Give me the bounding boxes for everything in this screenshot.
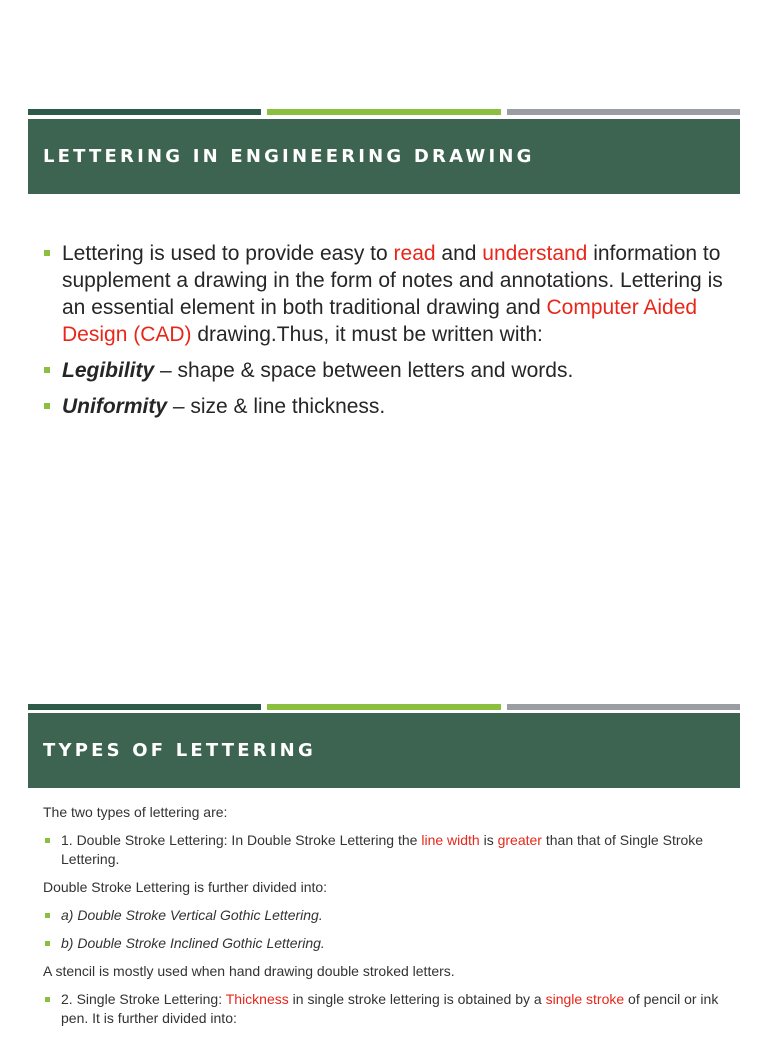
stripe-dark bbox=[28, 704, 261, 710]
bullet-square-icon bbox=[45, 941, 50, 946]
bullet-square-icon bbox=[44, 403, 50, 409]
slide-types-of-lettering bbox=[0, 700, 768, 1024]
highlight-thickness: Thickness bbox=[225, 991, 289, 1007]
header-stripes bbox=[28, 109, 740, 115]
bullet-text: in single stroke lettering is obtained by a bbox=[288, 991, 546, 1007]
bullet-square-icon bbox=[45, 913, 50, 918]
highlight-single-stroke: single stroke bbox=[545, 991, 625, 1007]
slide-title: LETTERING IN ENGINEERING DRAWING bbox=[43, 146, 535, 167]
highlight-line-width: line width bbox=[421, 832, 480, 848]
stencil-text: A stencil is mostly used when hand drawing double stroked letters. bbox=[43, 963, 455, 979]
bullet-double-stroke bbox=[43, 831, 733, 869]
slide-title: TYPES OF LETTERING bbox=[43, 740, 316, 761]
bullet-text: b) Double Stroke Inclined Gothic Lettering. bbox=[61, 935, 325, 951]
bullet-text: information to supplement a drawing in the form of notes and annotations. Lettering is an essential element in both traditional drawing and bbox=[62, 242, 723, 319]
bullet-text: of pencil or ink pen. It is further divided into: bbox=[61, 991, 719, 1026]
divided-text: Double Stroke Lettering is further divided into: bbox=[43, 879, 328, 895]
stripe-gray bbox=[507, 704, 740, 710]
stripe-green bbox=[267, 704, 501, 710]
bullet-square-icon bbox=[44, 250, 50, 256]
header-stripes bbox=[28, 704, 740, 710]
bullet-text: 2. Single Stroke Lettering: bbox=[61, 991, 226, 1007]
bullet-text: than that of Single Stroke Lettering. bbox=[61, 832, 704, 867]
bullet-square-icon bbox=[44, 367, 50, 373]
highlight-cad: Computer Aided Design (CAD) bbox=[62, 296, 698, 346]
bullet-text: – shape & space between letters and words. bbox=[154, 359, 574, 382]
title-bar bbox=[28, 119, 740, 194]
term-uniformity: Uniformity bbox=[62, 395, 167, 418]
slide-body bbox=[43, 803, 733, 1037]
bullet-sub-b bbox=[43, 934, 733, 953]
intro-text: The two types of lettering are: bbox=[43, 804, 228, 820]
highlight-read: read bbox=[393, 242, 436, 265]
bullet-text: and bbox=[435, 242, 483, 265]
bullet-single-stroke bbox=[43, 990, 733, 1028]
bullet-legibility bbox=[44, 357, 734, 384]
bullet-square-icon bbox=[45, 997, 50, 1002]
stripe-dark bbox=[28, 109, 261, 115]
bullet-text: – size & line thickness. bbox=[167, 395, 386, 418]
bullet-text: Lettering is used to provide easy to bbox=[62, 242, 394, 265]
highlight-understand: understand bbox=[482, 242, 588, 265]
bullet-uniformity bbox=[44, 393, 734, 420]
title-bar bbox=[28, 713, 740, 788]
stripe-green bbox=[267, 109, 501, 115]
bullet-square-icon bbox=[45, 838, 50, 843]
highlight-greater: greater bbox=[497, 832, 542, 848]
bullet-text: 1. Double Stroke Lettering: In Double Stroke Lettering the bbox=[61, 832, 422, 848]
bullet-text: is bbox=[479, 832, 498, 848]
term-legibility: Legibility bbox=[62, 359, 155, 382]
bullet-sub-a bbox=[43, 906, 733, 925]
stripe-gray bbox=[507, 109, 740, 115]
slide-body bbox=[44, 240, 734, 429]
bullet-text: drawing.Thus, it must be written with: bbox=[191, 323, 543, 346]
bullet-text: a) Double Stroke Vertical Gothic Lettering. bbox=[61, 907, 323, 923]
bullet-intro bbox=[44, 240, 734, 348]
